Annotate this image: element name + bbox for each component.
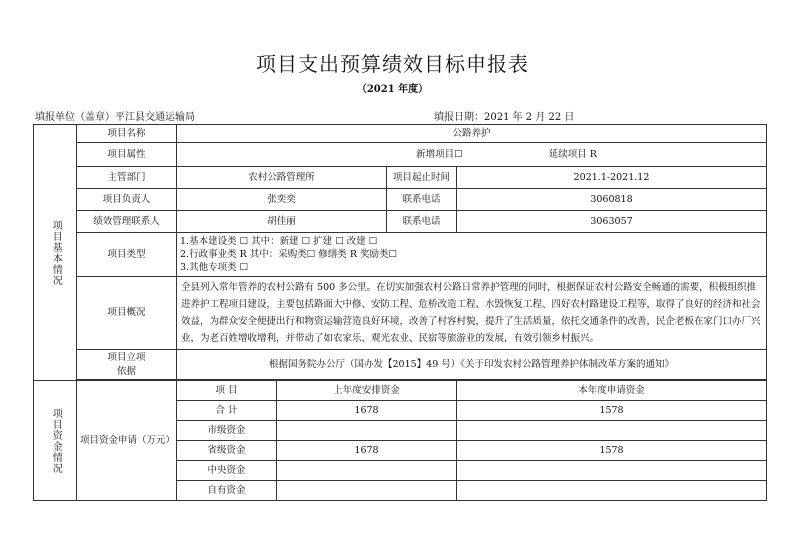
col-current-header: 本年度申请资金 — [457, 381, 767, 401]
fund-row-last — [277, 481, 457, 501]
fund-row-last: 1678 — [277, 441, 457, 461]
fund-row-label: 自有资金 — [177, 481, 277, 501]
fund-row-label: 市级资金 — [177, 421, 277, 441]
dept-value: 农村公路管理所 — [177, 167, 387, 189]
fund-row-label: 省级资金 — [177, 441, 277, 461]
filing-date: 填报日期：2021 年 2 月 22 日 — [434, 112, 575, 123]
col-item-header: 项 目 — [177, 381, 277, 401]
funds-section-label: 项目资金情况 — [34, 381, 77, 501]
fund-row-last — [277, 421, 457, 441]
period-value: 2021.1-2021.12 — [457, 167, 767, 189]
basic-section-label: 项目基本情况 — [34, 125, 77, 381]
type-value — [177, 233, 767, 277]
contact-value: 胡佳丽 — [177, 211, 387, 233]
contact-phone-value: 3063057 — [457, 211, 767, 233]
basis-label: 项目立项依据 — [77, 350, 177, 380]
fund-row-last — [277, 461, 457, 481]
col-last-header: 上年度安排资金 — [277, 381, 457, 401]
project-name-value: 公路养护 — [177, 125, 767, 143]
year-label: （2021 年度） — [356, 84, 429, 95]
fund-row-label: 合 计 — [177, 401, 277, 421]
fund-row-label: 中央资金 — [177, 461, 277, 481]
type-line-1: 1.基本建设类 ☐ 其中：新建 ☐ 扩建 ☐ 改建 ☐ — [180, 236, 378, 247]
funds-apply-label: 项目资金申请（万元） — [77, 381, 177, 501]
performance-target-table — [33, 124, 767, 501]
type-line-3: 3.其他专项类 ☐ — [180, 262, 249, 273]
page-title: 项目支出预算绩效目标申报表 — [256, 52, 529, 76]
fund-row-current — [457, 461, 767, 481]
project-attr-label: 项目属性 — [77, 143, 177, 167]
attr-continue: 延续项目 R — [548, 148, 597, 160]
leader-value: 张奕奕 — [177, 189, 387, 211]
filing-unit: 填报单位（盖章）平江县交通运输局 — [35, 112, 195, 123]
overview-label: 项目概况 — [77, 277, 177, 350]
leader-phone-label: 联系电话 — [387, 189, 457, 211]
contact-phone-label: 联系电话 — [387, 211, 457, 233]
fund-row-current: 1578 — [457, 401, 767, 421]
overview-text: 全县列入常年管养的农村公路有 500 多公里。在切实加强农村公路日常养护管理的同时，根据保证农村公路安全畅通的需要，积极组织推进养护工程项目建设，主要包括路面大中修、安防工程、危桥改造工程、水毁恢复工程、四好农村路建设工程等，取得了良好的经济和社会效益，为群众安全便捷出行和物资运输营造良好环境，改善了村容村貌，提升了生活质量，依托交通条件的改善，民企老板在家门口办厂兴业，为老百姓增收增利，并带动了如农家乐、观光农业、民宿等旅游业的发展，有效引领乡村振兴。 — [177, 277, 767, 350]
fund-row-current — [457, 421, 767, 441]
contact-label: 绩效管理联系人 — [77, 211, 177, 233]
leader-phone-value: 3060818 — [457, 189, 767, 211]
type-line-2: 2.行政事业类 R 其中：采购类☐ 修缮类 R 奖励类☐ — [180, 249, 398, 260]
period-label: 项目起止时间 — [387, 167, 457, 189]
dept-label: 主管部门 — [77, 167, 177, 189]
type-label: 项目类型 — [77, 233, 177, 277]
leader-label: 项目负责人 — [77, 189, 177, 211]
project-name-label: 项目名称 — [77, 125, 177, 143]
project-attr-value — [177, 143, 767, 167]
fund-row-current: 1578 — [457, 441, 767, 461]
attr-new: 新增项目☐ — [416, 148, 463, 160]
fund-row-current — [457, 481, 767, 501]
basis-text: 根据国务院办公厅（国办发【2015】49 号）《关于印发农村公路管理养护体制改革方案的通知》 — [177, 350, 767, 380]
fund-row-last: 1678 — [277, 401, 457, 421]
